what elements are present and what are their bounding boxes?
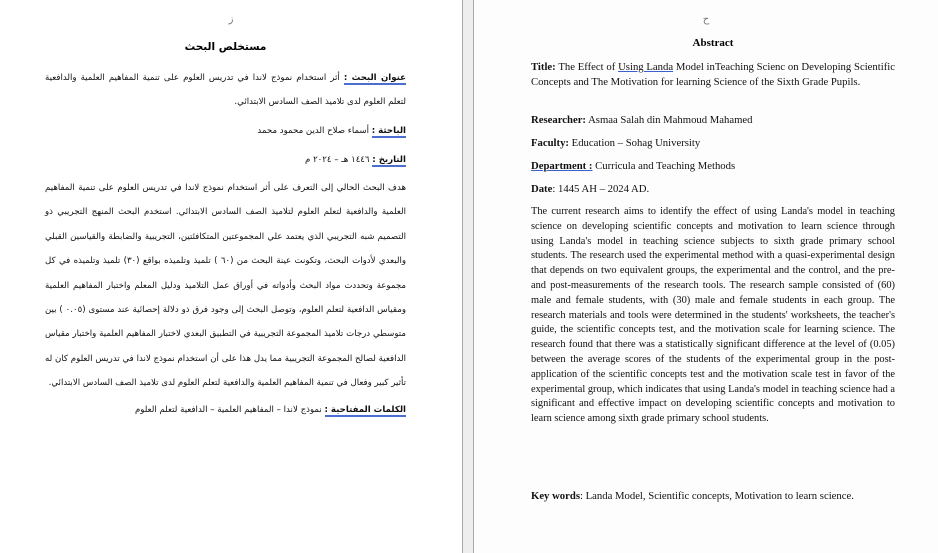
document-page-arabic — [0, 0, 462, 553]
page-heading: مستخلص البحث — [184, 41, 267, 53]
title-text-rest: Model inTeaching Scienc on Developing Scientific Concepts and The Motivation for learning Science of the Sixth Grade Pupils. — [531, 61, 895, 89]
keywords-value: : Landa Model, Scientific concepts, Motivation to learn science. — [579, 490, 854, 502]
keywords-label: Key words — [531, 490, 580, 502]
faculty-label: Faculty: — [531, 137, 569, 149]
keywords-value: نموذج لاندا – المفاهيم العلمية – الدافعية لتعلم العلوم — [134, 405, 322, 415]
date-value: : 1445 AH – 2024 AD. — [552, 183, 650, 195]
department-line — [531, 160, 895, 172]
keywords-line — [45, 400, 406, 420]
date-label: التاريخ : — [372, 155, 406, 165]
title-label: Title: — [531, 61, 556, 73]
page-separator — [462, 0, 474, 553]
department-value: Curricula and Teaching Methods — [592, 160, 736, 172]
abstract-paragraph-arabic: هدف البحث الحالي إلى التعرف على أثر استخدام نموذج لاندا في تدريس العلوم على تنمية المفاهيم العلمية والدافعية لتعلم العلوم لتلاميذ الصف السادس الابتدائي. استخدم البحث المنهج التجريبي ذو التصميم شبه التجريبي الذي يعتمد علي المجموعتين المتكافئتين، التجريبية والضابطة والقياسين القبلي والبعدي لأدوات البحث، وتكونت عينة البحث من (٦٠ ) تلميذ وتلميذه بواقع (٣٠) تلميذ وتلميذه في كل مجموعة وتحددت مواد البحث وأدواته في أوراق عمل التلاميذ ودليل المعلم واختبار المفاهيم العلمية ومقياس الدافعية لتعلم العلوم، وتوصل البحث إلى وجود فرق ذو دلالة إحصائية عند مستوى (٠.٠٥ ) بين متوسطي درجات تلاميذ المجموعة التجريبية في التطبيق البعدي لاختبار المفاهيم العلمية واختبار مقياس الدافعية لصالح المجموعة التجريبية مما يدل هذا على أن استخدام نموذج لاندا في تدريس العلوم كان له تأثير كبير وفعال في تنمية المفاهيم العلمية والدافعية لتعلم العلوم لدى تلاميذ الصف السادس الابتدائي. — [45, 183, 406, 389]
department-label: Department : — [531, 160, 593, 172]
title-underlined-text: Using Landa — [618, 61, 674, 73]
date-value: ١٤٤٦ هـ – ٢٠٢٤ م — [305, 155, 370, 165]
english-title-paragraph — [531, 60, 895, 91]
keywords-label: الكلمات المفتاحية : — [324, 405, 406, 415]
faculty-line — [531, 137, 895, 149]
title-text: The Effect of — [555, 61, 619, 73]
researcher-label: الباحثة : — [371, 126, 406, 136]
title-value: أثر استخدام نموذج لاندا في تدريس العلوم على تنمية المفاهيم العلمية والدافعية لتعلم العلوم لدى تلاميذ الصف السادس الابتدائي. — [45, 73, 406, 108]
researcher-value: أسماء صلاح الدين محمود محمد — [257, 126, 370, 136]
researcher-line — [531, 114, 895, 126]
researcher-line — [45, 121, 406, 141]
page-number: ح — [702, 14, 710, 25]
researcher-value: Asmaa Salah din Mahmoud Mahamed — [586, 114, 753, 126]
title-label: عنوان البحث : — [343, 73, 406, 83]
abstract-heading: Abstract — [692, 37, 734, 49]
date-label: Date — [531, 183, 553, 195]
page-number: ز — [228, 14, 234, 25]
abstract-paragraph-english: The current research aims to identify the effect of using Landa's model in teaching science on developing scientific concepts and motivation to learn science through using Landa's model in teaching science subjects to sixth grade primary school students. The research used the experimental method with a quasi-experimental design that depends on two equivalent groups, the experimental and the control, and the pre- and post-measurements of the research tools. The research sample consisted of (60) male and female students, with (30) male and female students in each group. The research materials and tools were determined in the students' worksheets, the teacher's guide, the scientific concepts test, and the motivation scale for learning science. The research found that there was a statistically significant difference at the level of (0.05) between the average scores of the students of the experimental group in the post-application of the scientific concepts test and the motivation scale test in favor of the experimental group, which indicates that using Landa's model in teaching science had a significant and effective impact on developing scientific concepts and motivation to learn science among sixth grade primary school students. — [531, 206, 895, 425]
faculty-value: Education – Sohag University — [569, 137, 701, 149]
research-title-paragraph — [45, 66, 406, 115]
date-line — [45, 150, 406, 170]
keywords-line — [531, 490, 895, 502]
date-line — [531, 183, 895, 195]
researcher-label: Researcher: — [531, 114, 586, 126]
